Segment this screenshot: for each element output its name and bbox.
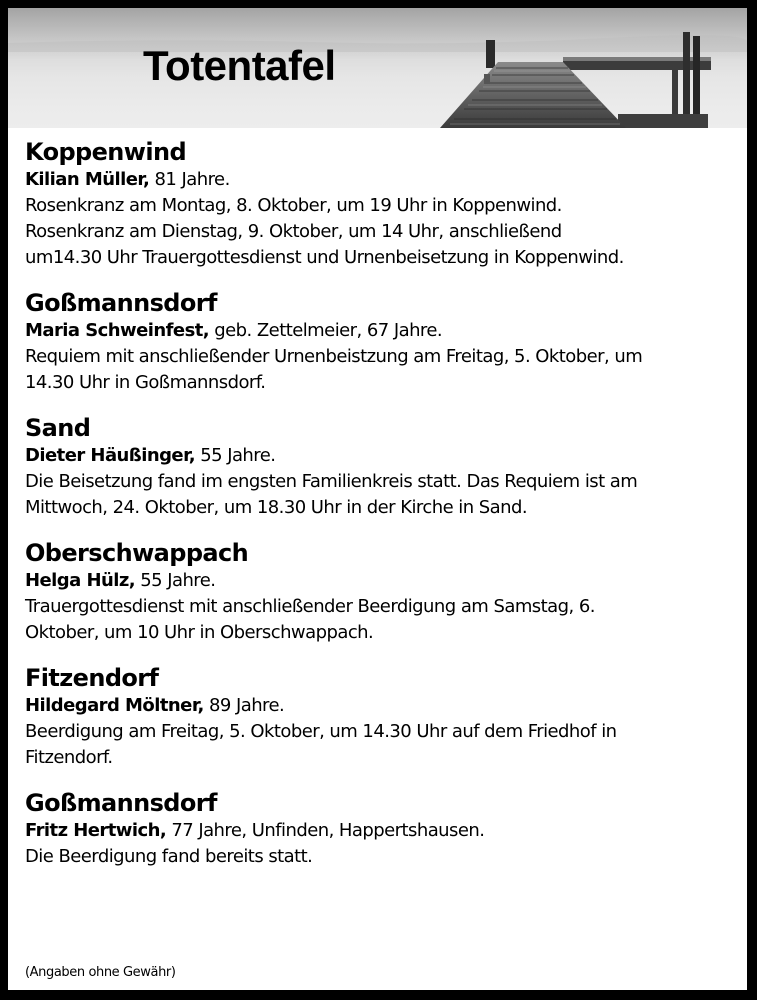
deceased-name: Fritz Hertwich, — [25, 820, 167, 841]
service-text: Beerdigung am Freitag, 5. Oktober, um 14.30 Uhr auf dem Friedhof in — [25, 721, 617, 742]
deceased-name: Dieter Häußinger, — [25, 445, 196, 466]
header-banner — [8, 8, 747, 128]
obituary-list — [25, 138, 740, 888]
deceased-name: Maria Schweinfest, — [25, 320, 210, 341]
service-text: 14.30 Uhr in Goßmannsdorf. — [25, 372, 266, 393]
deceased-line — [25, 693, 740, 719]
service-text: Die Beerdigung fand bereits statt. — [25, 846, 313, 867]
deceased-details: geb. Zettelmeier, 67 Jahre. — [209, 320, 443, 341]
deceased-details: 55 Jahre. — [135, 570, 216, 591]
obituary-entry — [25, 289, 740, 396]
place-heading: Fitzendorf — [25, 664, 159, 692]
deceased-details: 81 Jahre. — [149, 169, 230, 190]
deceased-details: 77 Jahre, Unfinden, Happertshausen. — [166, 820, 485, 841]
place-heading: Goßmannsdorf — [25, 289, 217, 317]
page-title: Totentafel — [143, 42, 336, 89]
service-text: Requiem mit anschließender Urnenbeistzung am Freitag, 5. Oktober, um — [25, 346, 643, 367]
place-heading: Oberschwappach — [25, 539, 249, 567]
place-heading: Sand — [25, 414, 91, 442]
disclaimer-text: (Angaben ohne Gewähr) — [25, 965, 176, 980]
deceased-line — [25, 167, 740, 193]
place-heading: Goßmannsdorf — [25, 789, 217, 817]
deceased-line — [25, 443, 740, 469]
deceased-details: 55 Jahre. — [195, 445, 276, 466]
obituary-entry — [25, 414, 740, 521]
jetty-photo-icon — [8, 8, 747, 128]
service-text: Mittwoch, 24. Oktober, um 18.30 Uhr in der Kirche in Sand. — [25, 497, 528, 518]
obituary-entry — [25, 664, 740, 771]
deceased-line — [25, 818, 740, 844]
obituary-panel — [8, 8, 747, 990]
service-text: Trauergottesdienst mit anschließender Beerdigung am Samstag, 6. — [25, 596, 595, 617]
deceased-line — [25, 318, 740, 344]
service-text: Oktober, um 10 Uhr in Oberschwappach. — [25, 622, 374, 643]
deceased-name: Helga Hülz, — [25, 570, 136, 591]
obituary-entry — [25, 789, 740, 870]
deceased-line — [25, 568, 740, 594]
service-text: um14.30 Uhr Trauergottesdienst und Urnenbeisetzung in Koppenwind. — [25, 247, 624, 268]
place-heading: Koppenwind — [25, 138, 187, 166]
deceased-name: Kilian Müller, — [25, 169, 150, 190]
service-text: Fitzendorf. — [25, 747, 113, 768]
obituary-entry — [25, 138, 740, 271]
service-text: Rosenkranz am Dienstag, 9. Oktober, um 14 Uhr, anschließend — [25, 221, 562, 242]
service-text: Rosenkranz am Montag, 8. Oktober, um 19 Uhr in Koppenwind. — [25, 195, 562, 216]
service-text: Die Beisetzung fand im engsten Familienkreis statt. Das Requiem ist am — [25, 471, 638, 492]
deceased-details: 89 Jahre. — [203, 695, 285, 716]
deceased-name: Hildegard Möltner, — [25, 695, 204, 716]
obituary-entry — [25, 539, 740, 646]
